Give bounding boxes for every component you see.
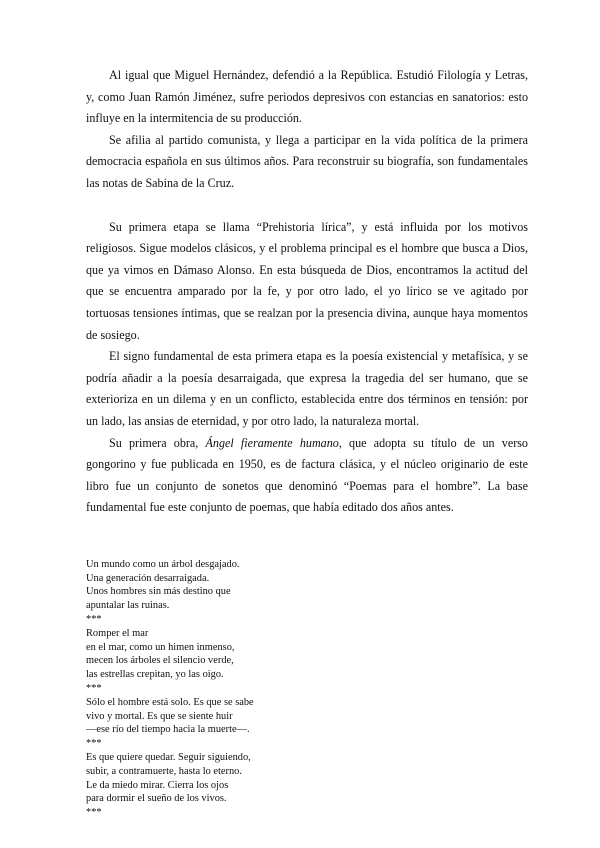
poem-separator: *** — [86, 683, 102, 695]
poem-line: Un mundo como un árbol desgajado. — [86, 558, 240, 570]
poem-line: en el mar, como un himen inmenso, — [86, 641, 235, 653]
paragraph-gap — [86, 195, 528, 217]
paragraph-first-work — [86, 433, 528, 519]
paragraph-republic: Al igual que Miguel Hernández, defendió a la República. Estudió Filología y Letras, y, como Juan Ramón Jiménez, sufre periodos depresivos con estancias en sanatorios: esto influye en la intermitencia de su producción. — [86, 68, 528, 126]
poem-line: Sólo el hombre está solo. Es que se sabe — [86, 696, 254, 708]
paragraph-existential-poetry: El signo fundamental de esta primera etapa es la poesía existencial y metafísica, y se podría añadir a la poesía desarraigada, que expresa la tragedia del ser humano, que se exterioriza en un dilema y en un conflicto, establecida entre dos términos en tensión: por un lado, las ansias de eternidad, y por otro lado, la naturaleza mortal. — [86, 349, 528, 428]
paragraph-communist-party: Se afilia al partido comunista, y llega a participar en la vida política de la primera democracia española en sus últimos años. Para reconstruir su biografía, son fundamentales las notas de Sabina de la Cruz. — [86, 132, 528, 190]
poem-separator: *** — [86, 614, 102, 626]
paragraph-first-stage: Su primera etapa se llama “Prehistoria lírica”, y está influida por los motivos religiosos. Sigue modelos clásicos, y el problema principal es el hombre que busca a Dios, que ya vimos en Dámaso Alonso. En esta búsqueda de Dios, encontramos la actitud del que se encuentra amparado por la fe, y por otro lado, el yo lírico se ve agitado por tortuosas tensiones íntimas, que se realzan por la presencia divina, aunque haya momentos de sosiego. — [86, 219, 528, 342]
poem-separator: *** — [86, 738, 102, 750]
first-work-text-after: , que adopta su título de un verso gongorino y fue publicada en 1950, es de factura clásica, y el núcleo originario de este libro fue un conjunto de sonetos que denominó “Poemas para el hombre”. La base fundamental fue este conjunto de poemas, que había editado dos años antes. — [86, 435, 528, 515]
poem-line: —ese río del tiempo hacia la muerte—. — [86, 724, 250, 736]
poem-line: Una generación desarraigada. — [86, 572, 210, 584]
poem-line: mecen los árboles el silencio verde, — [86, 655, 234, 667]
poem-line: Es que quiere quedar. Seguir siguiendo, — [86, 752, 251, 764]
poem-excerpt — [86, 558, 528, 820]
book-title: Ángel fieramente humano — [205, 435, 339, 450]
poem-line: apuntalar las ruinas. — [86, 600, 170, 612]
poem-separator: *** — [86, 807, 102, 819]
poem-line: subir, a contramuerte, hasta lo eterno. — [86, 765, 242, 777]
poem-line: vivo y mortal. Es que se siente huir — [86, 710, 233, 722]
poem-line: Romper el mar — [86, 627, 149, 639]
first-work-text-before: Su primera obra, — [109, 435, 206, 450]
poem-line: Le da miedo mirar. Cierra los ojos — [86, 779, 229, 791]
poem-line: Unos hombres sin más destino que — [86, 586, 231, 598]
poem-line: las estrellas crepitan, yo las oigo. — [86, 669, 224, 681]
poem-line: para dormir el sueño de los vivos. — [86, 793, 227, 805]
